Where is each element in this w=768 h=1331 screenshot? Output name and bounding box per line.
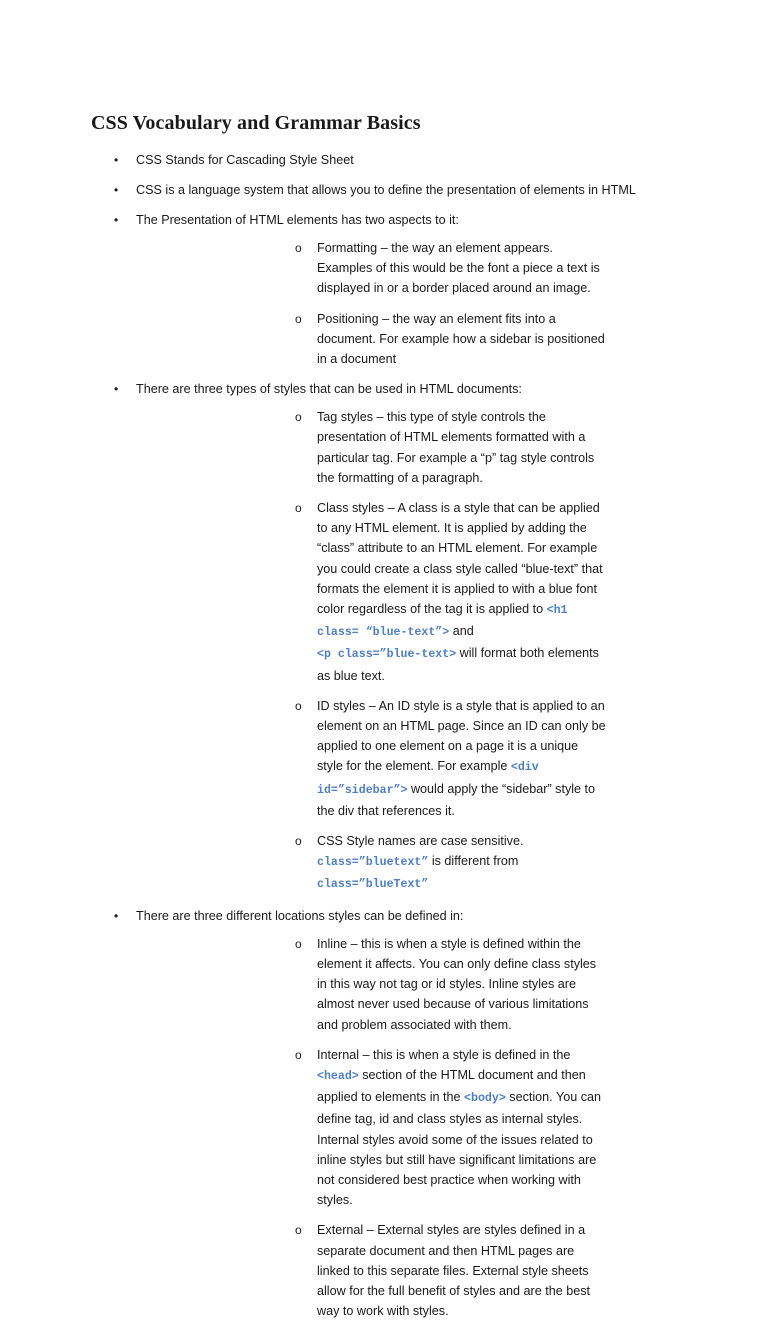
bullet-text: There are three different locations styles can be defined in: <box>136 908 464 923</box>
bullet-text: There are three types of styles that can be used in HTML documents: <box>136 382 522 397</box>
bullet-item <box>0 379 768 895</box>
sub-bullet-text: Positioning – the way an element fits into a document. For example how a sidebar is positioned in a document <box>317 311 605 367</box>
sub-bullet-marker: o <box>295 698 302 713</box>
sub-bullet-item <box>136 498 698 686</box>
bullet-list <box>0 150 768 1331</box>
bullet-text: The Presentation of HTML elements has two aspects to it: <box>136 213 459 227</box>
sub-bullet-text: Tag styles – this type of style controls the presentation of HTML elements formatted with a particular tag. For example a “p” tag style controls the formatting of a paragraph. <box>317 410 595 485</box>
sub-bullet-item <box>136 831 698 896</box>
sub-bullet-marker: o <box>295 241 302 255</box>
sub-bullet-text: External – External styles are styles defined in a separate document and then HTML pages are linked to this separate files. External style sheets allow for the full benefit of styles and are the best way to work with styles. <box>317 1223 591 1319</box>
bullet-text: CSS is a language system that allows you to define the presentation of elements in HTML <box>136 183 636 197</box>
sub-bullet-list <box>136 934 698 1322</box>
sub-bullet-item <box>136 407 698 488</box>
sub-bullet-marker: o <box>295 1047 302 1062</box>
bullet-item <box>0 150 768 170</box>
bullet-marker: • <box>114 382 119 397</box>
sub-bullet-marker: o <box>295 936 302 951</box>
sub-bullet-text: Inline – this is when a style is defined within the element it affects. You can only define class styles in this way not tag or id styles. Inline styles are almost never used because of various limitations and problem associated with them. <box>317 936 597 1032</box>
sub-bullet-text: would apply the “sidebar” style to the div that references it. <box>317 781 596 818</box>
bullet-marker: • <box>114 213 119 227</box>
bullet-text: CSS Stands for Cascading Style Sheet <box>136 153 354 167</box>
sub-bullet-marker: o <box>295 1223 302 1238</box>
code-snippet: <p class=”blue-text> <box>317 648 457 662</box>
sub-bullet-marker: o <box>295 410 302 425</box>
sub-bullet-marker: o <box>295 501 302 516</box>
sub-bullet-list <box>136 407 698 895</box>
sub-bullet-item <box>136 309 698 370</box>
code-snippet: <head> <box>317 1069 359 1083</box>
sub-bullet-item <box>136 1220 698 1321</box>
sub-bullet-text: will format both elements as blue text. <box>317 646 599 683</box>
code-snippet: class=”bluetext” <box>317 856 429 870</box>
bullet-item <box>0 906 768 1322</box>
sub-bullet-item <box>136 238 698 299</box>
bullet-marker: • <box>114 183 119 197</box>
sub-bullet-text: Class styles – A class is a style that can be applied to any HTML element. It is applied by adding the “class” attribute to an HTML element. For example you could create a class style called “blue-text” that formats the element it is applied to with a blue font color regardless of the tag it is applied to <box>317 501 603 617</box>
sub-bullet-text: CSS Style names are case sensitive. <box>317 834 524 849</box>
sub-bullet-item <box>136 934 698 1035</box>
sub-bullet-item <box>136 696 698 821</box>
sub-bullet-marker: o <box>295 834 302 849</box>
sub-bullet-marker: o <box>295 311 302 326</box>
sub-bullet-item <box>136 1045 698 1211</box>
sub-bullet-text: ID styles – An ID style is a style that is applied to an element on an HTML page. Since an ID can only be applied to one element on a page it is a unique style for the element. For example <box>317 698 606 774</box>
bullet-marker: • <box>114 908 119 923</box>
sub-bullet-text: Formatting – the way an element appears. Examples of this would be the font a piece a text is displayed in or a border placed around an image. <box>317 241 600 296</box>
sub-bullet-text: and <box>449 624 474 639</box>
code-snippet: <body> <box>464 1092 506 1106</box>
code-snippet: <div id=”sidebar”> <box>317 761 539 797</box>
sub-bullet-list <box>136 238 698 369</box>
bullet-item <box>0 210 768 369</box>
code-snippet: <h1 class= “blue-text”> <box>317 604 568 640</box>
code-snippet: class=”blueText” <box>317 878 429 892</box>
sub-bullet-text: Internal – this is when a style is defined in the <box>317 1047 571 1062</box>
bullet-item <box>0 180 768 200</box>
bullet-marker: • <box>114 153 119 167</box>
document-title: CSS Vocabulary and Grammar Basics <box>91 112 421 134</box>
sub-bullet-text: section of the HTML document and then applied to elements in the <box>317 1067 586 1105</box>
sub-bullet-text: section. You can define tag, id and class styles as internal styles. Internal styles avoid some of the issues related to inline styles but still have significant limitations are not considered best practice when working with styles. <box>317 1090 602 1208</box>
sub-bullet-text: is different from <box>428 854 519 869</box>
